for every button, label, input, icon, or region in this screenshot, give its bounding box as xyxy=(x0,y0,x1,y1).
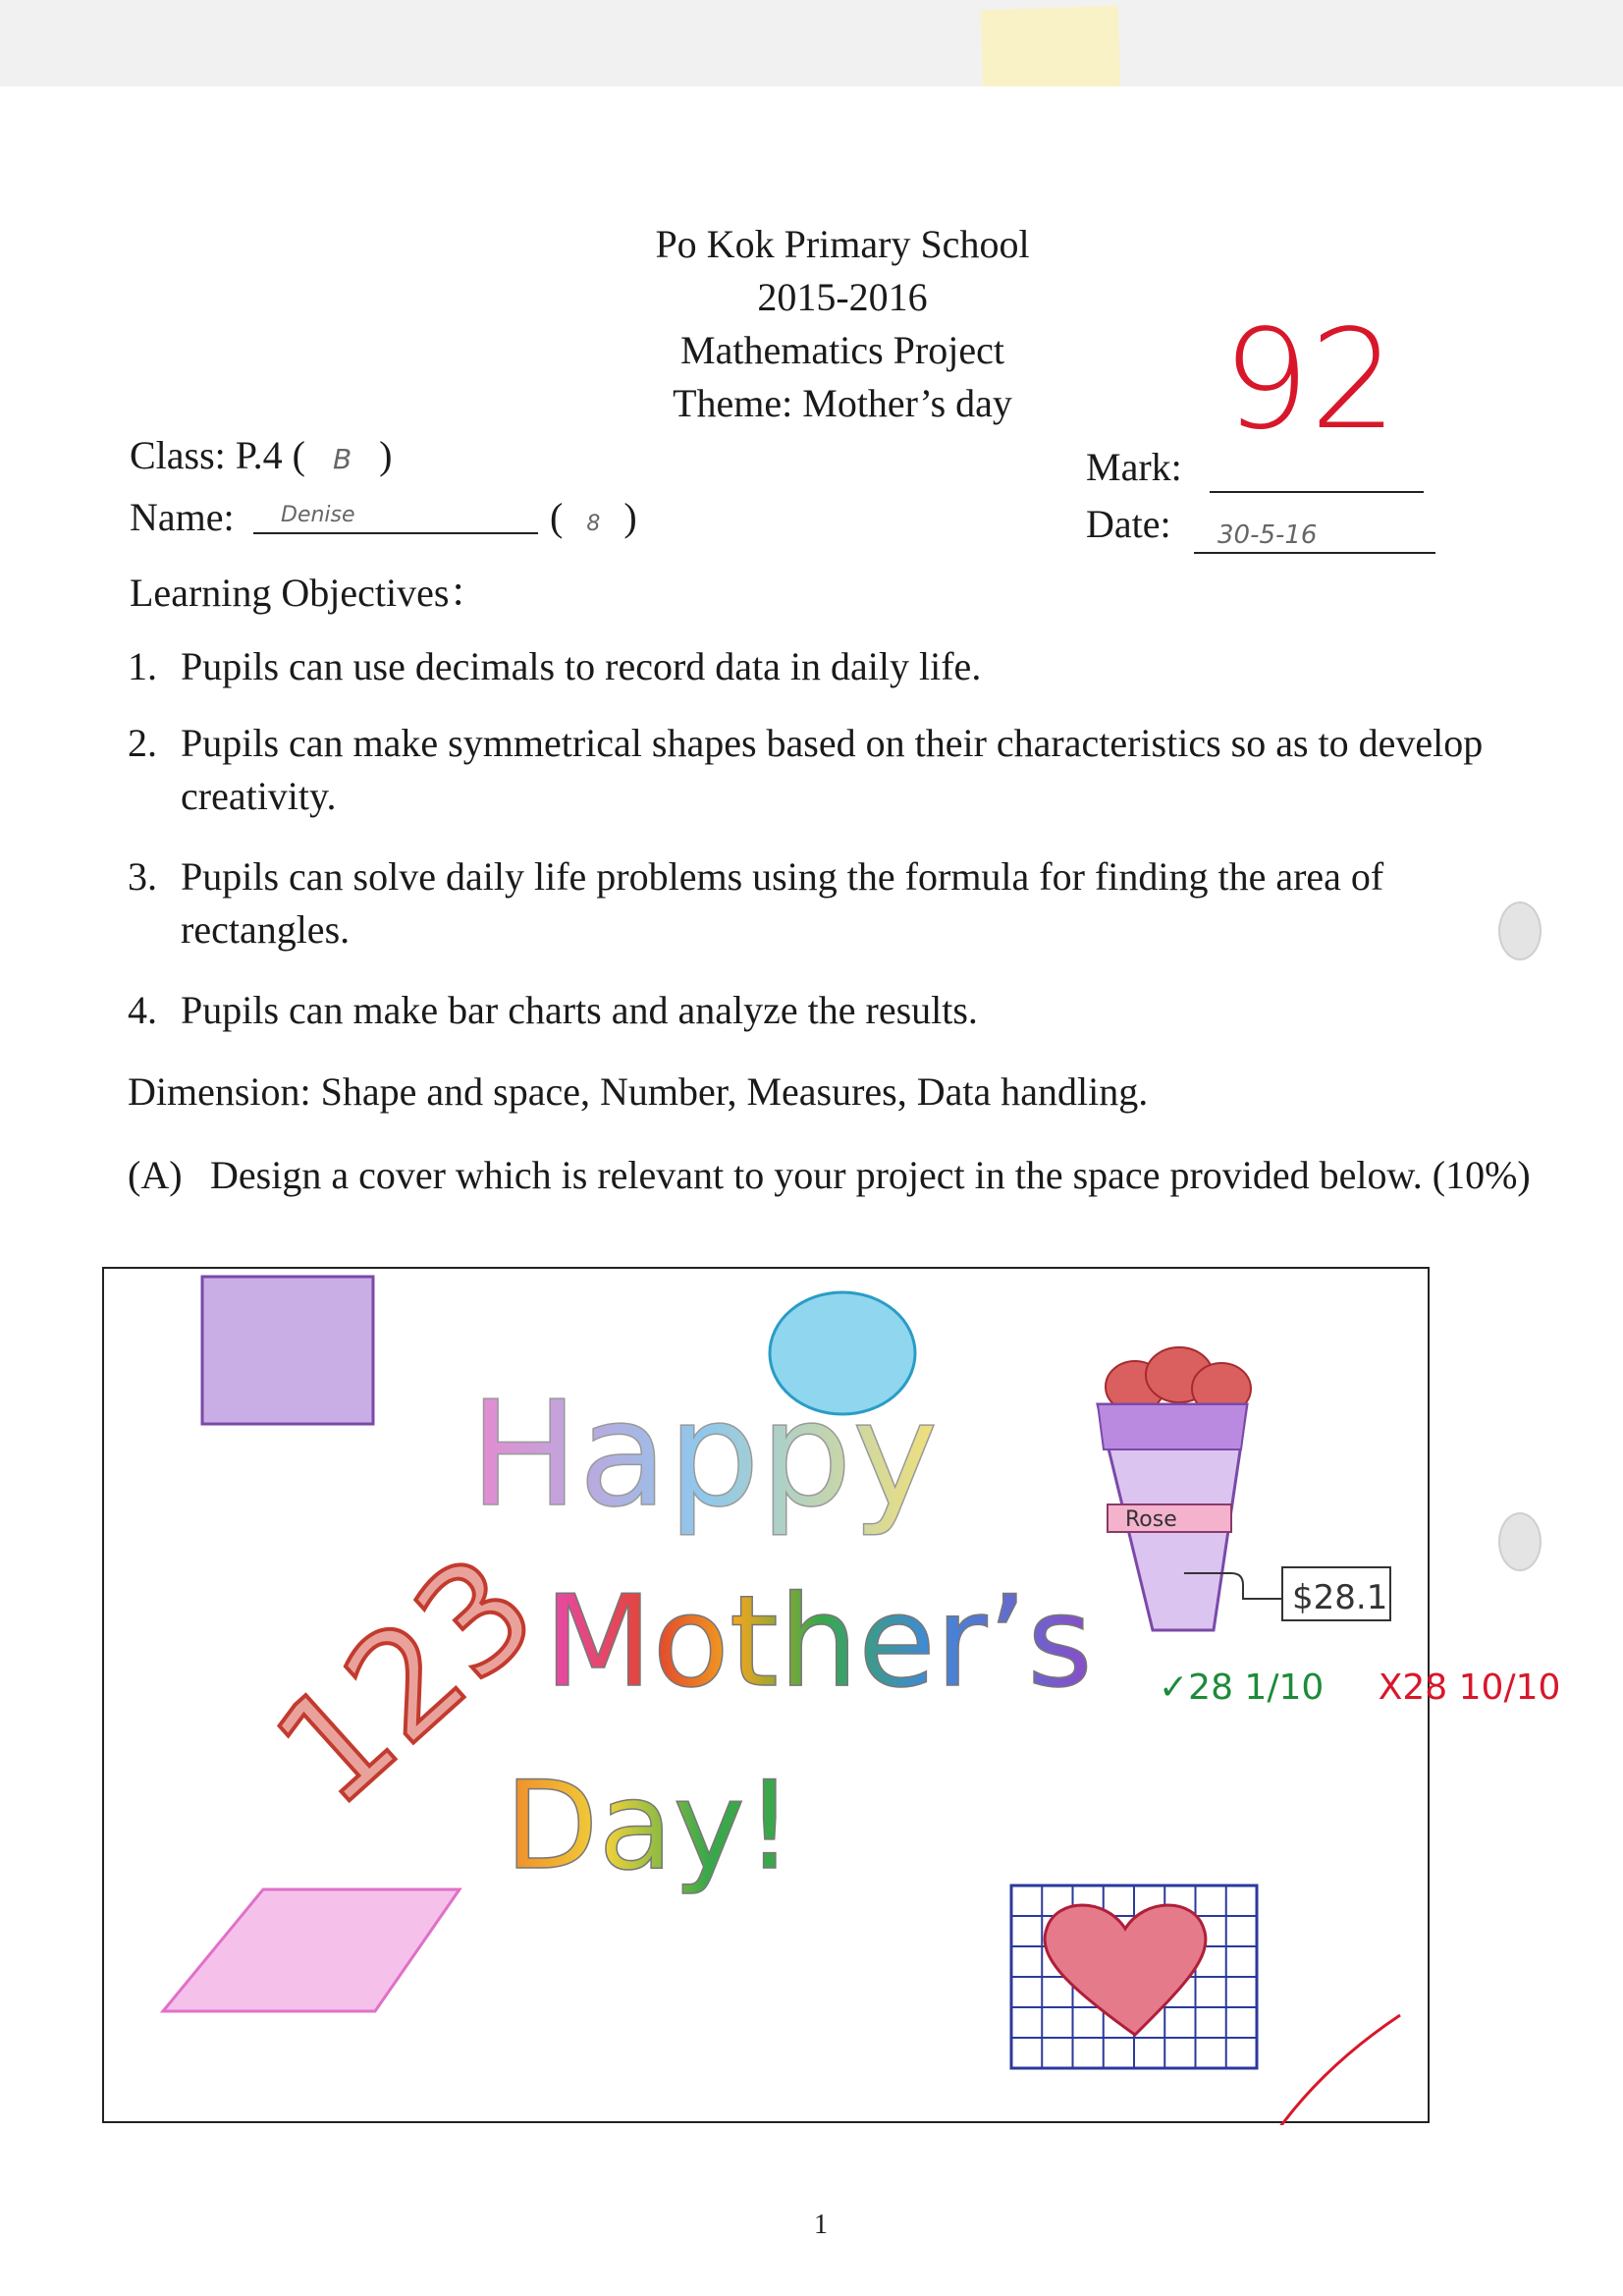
objective-text: Pupils can use decimals to record data in daily life. xyxy=(181,644,982,688)
mothers-text: Mother’s xyxy=(544,1569,1093,1716)
objective-text: Pupils can make symmetrical shapes based on their characteristics so as to develop creativity. xyxy=(181,721,1484,818)
date-value: 30-5-16 xyxy=(1217,520,1318,550)
objective-number: 4. xyxy=(128,988,157,1032)
project-subject: Mathematics Project xyxy=(680,328,1004,372)
page-number: 1 xyxy=(814,2210,828,2240)
student-number-field xyxy=(550,494,637,540)
dimension-line: Dimension: Shape and space, Number, Measures, Data handling. xyxy=(128,1069,1149,1114)
date-line xyxy=(1194,552,1435,554)
rose-bouquet-icon xyxy=(1098,1347,1251,1630)
objective-text: Pupils can make bar charts and analyze the results. xyxy=(181,988,978,1032)
pink-parallelogram-shape xyxy=(163,1889,460,2011)
rose-label: Rose xyxy=(1125,1507,1177,1532)
scan-background xyxy=(0,0,1623,93)
objective-number: 1. xyxy=(128,644,157,688)
project-theme: Theme: Mother’s day xyxy=(673,381,1012,425)
class-close: ) xyxy=(379,433,393,477)
class-label: Class: P.4 ( xyxy=(130,433,305,477)
task-letter: (A) xyxy=(128,1153,183,1197)
worksheet-header xyxy=(491,218,1194,430)
class-value: B xyxy=(332,443,352,475)
class-field xyxy=(130,432,392,478)
objective-number: 3. xyxy=(128,854,157,899)
task-text: Design a cover which is relevant to your project in the space provided below. (10%) xyxy=(210,1153,1531,1197)
purple-square-shape xyxy=(202,1277,373,1424)
mark-score: 92 xyxy=(1222,301,1398,461)
name-value: Denise xyxy=(281,503,355,527)
number-close: ) xyxy=(623,495,637,539)
objective-number: 2. xyxy=(128,721,157,765)
mark-label: Mark: xyxy=(1086,445,1182,489)
objectives-title: Learning Objectives： xyxy=(130,571,489,615)
name-label: Name: xyxy=(130,495,235,539)
price-tag-text: $28.1 xyxy=(1292,1578,1388,1617)
number-open: ( xyxy=(550,495,564,539)
wrong-answer-mark: X28 10/10 xyxy=(1378,1667,1561,1708)
heart-grid-drawing xyxy=(1011,1886,1257,2068)
price-corrections xyxy=(1159,1667,1560,1708)
digits-123-text: 123 xyxy=(244,1523,568,1839)
day-text: Day! xyxy=(505,1756,794,1897)
date-label: Date: xyxy=(1086,502,1171,546)
mark-line xyxy=(1210,491,1424,493)
name-line xyxy=(253,532,538,534)
happy-text: Happy xyxy=(469,1370,939,1539)
school-name: Po Kok Primary School xyxy=(655,222,1030,266)
name-field xyxy=(130,494,235,540)
objective-text: Pupils can solve daily life problems using the formula for finding the area of rectangles. xyxy=(181,854,1384,952)
number-value: 8 xyxy=(586,512,601,536)
school-year: 2015-2016 xyxy=(757,275,928,319)
punch-hole xyxy=(1498,1512,1542,1571)
correct-answer-mark: ✓28 1/10 xyxy=(1159,1667,1325,1708)
